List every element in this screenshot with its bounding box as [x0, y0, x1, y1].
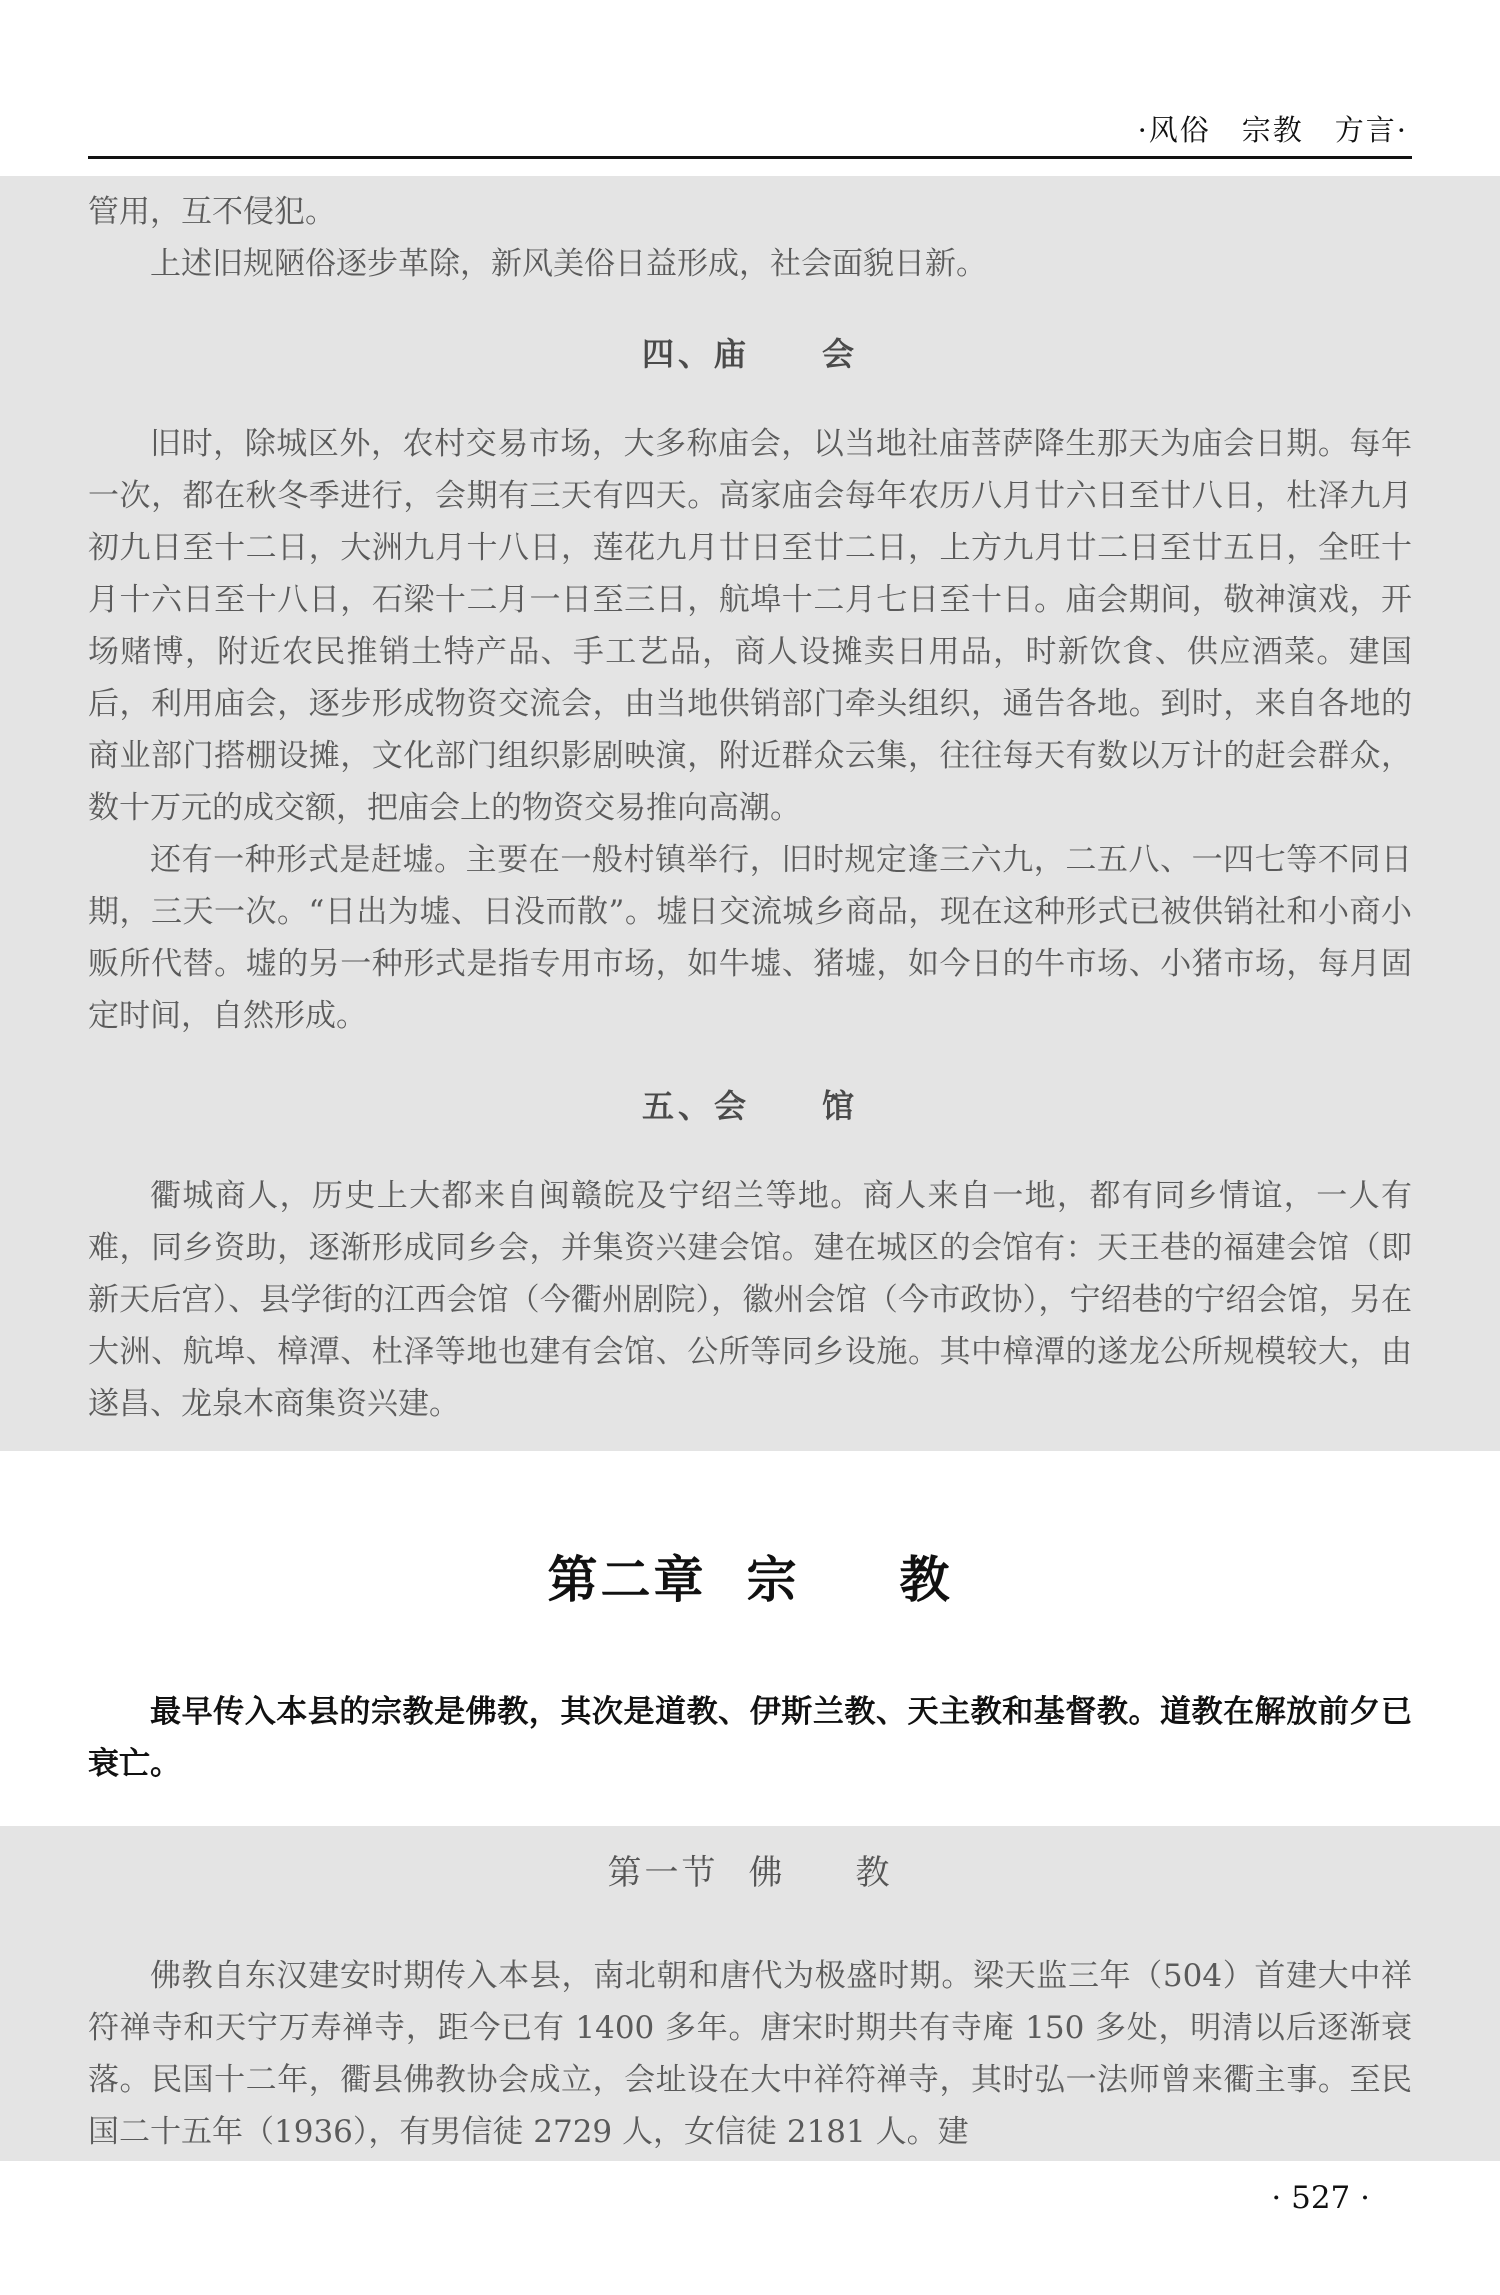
paragraph: 佛教自东汉建安时期传入本县，南北朝和唐代为极盛时期。梁天监三年（504）首建大中祥符禅寺和天宁万寿禅寺，距今已有 1400 多年。唐宋时期共有寺庵 150 多处，明清以后逐渐衰落。民国十二年，衢县佛教协会成立，会址设在大中祥符禅寺，其时弘一法师曾来衢主事。至民国二十五年（1936），有男信徒 2729 人，女信徒 2181 人。建: [88, 1958, 1412, 2150]
paragraph-continued: 管用，互不侵犯。: [88, 194, 336, 230]
chapter-label: 第二章: [547, 1550, 707, 1609]
section-heading-guild-halls: 五、会 馆: [641, 1087, 858, 1125]
chapter-intro: [88, 1686, 1412, 1790]
paragraph: 上述旧规陋俗逐步革除，新风美俗日益形成，社会面貌日新。: [150, 246, 987, 282]
header-rule: [88, 156, 1412, 159]
chapter-title: [0, 1540, 1500, 1612]
section-temple-fair-and-guild-halls: [88, 186, 1412, 1430]
section-word-2: 教: [855, 1853, 893, 1893]
section-label: 第一节: [607, 1853, 719, 1893]
section-buddhism-body: [88, 1950, 1412, 2158]
running-head: ·风俗 宗教 方言·: [1137, 113, 1408, 147]
section-word-1: 佛: [748, 1853, 786, 1893]
section-heading-temple-fair: 四、庙 会: [641, 335, 858, 373]
paragraph: 衢城商人，历史上大都来自闽赣皖及宁绍兰等地。商人来自一地，都有同乡情谊，一人有难，同乡资助，逐渐形成同乡会，并集资兴建会馆。建在城区的会馆有：天王巷的福建会馆（即新天后宫）、县学街的江西会馆（今衢州剧院），徽州会馆（今市政协），宁绍巷的宁绍会馆，另在大洲、航埠、樟潭、杜泽等地也建有会馆、公所等同乡设施。其中樟潭的遂龙公所规模较大，由遂昌、龙泉木商集资兴建。: [88, 1178, 1412, 1422]
section-title: [0, 1845, 1500, 1894]
chapter-word-1: 宗: [746, 1550, 800, 1609]
chapter-word-2: 教: [899, 1550, 953, 1609]
paragraph: 旧时，除城区外，农村交易市场，大多称庙会，以当地社庙菩萨降生那天为庙会日期。每年一次，都在秋冬季进行，会期有三天有四天。高家庙会每年农历八月廿六日至廿八日，杜泽九月初九日至十二日，大洲九月十八日，莲花九月廿日至廿二日，上方九月廿二日至廿五日，全旺十月十六日至十八日，石梁十二月一日至三日，航埠十二月七日至十日。庙会期间，敬神演戏，开场赌博，附近农民推销土特产品、手工艺品，商人设摊卖日用品，时新饮食、供应酒菜。建国后，利用庙会，逐步形成物资交流会，由当地供销部门牵头组织，通告各地。到时，来自各地的商业部门搭棚设摊，文化部门组织影剧映演，附近群众云集，往往每天有数以万计的赶会群众，数十万元的成交额，把庙会上的物资交易推向高潮。: [88, 426, 1412, 826]
page-number: · 527 ·: [1271, 2180, 1370, 2216]
chapter-intro-paragraph: 最早传入本县的宗教是佛教，其次是道教、伊斯兰教、天主教和基督教。道教在解放前夕已衰亡。: [88, 1694, 1412, 1782]
paragraph: 还有一种形式是赶墟。主要在一般村镇举行，旧时规定逢三六九，二五八、一四七等不同日期，三天一次。“日出为墟、日没而散”。墟日交流城乡商品，现在这种形式已被供销社和小商小贩所代替。墟的另一种形式是指专用市场，如牛墟、猪墟，如今日的牛市场、小猪市场，每月固定时间，自然形成。: [88, 842, 1412, 1034]
